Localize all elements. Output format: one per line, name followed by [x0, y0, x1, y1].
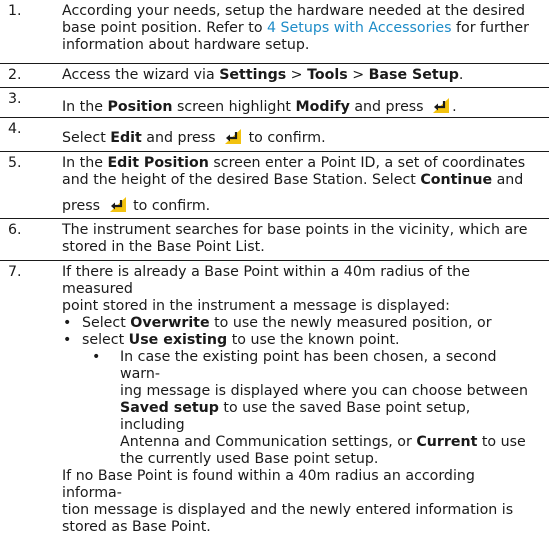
- step-text: [62, 222, 538, 256]
- step-number: 3.: [8, 91, 22, 107]
- text-line: [62, 155, 538, 172]
- text-line: ing message is displayed where you can choose between: [120, 383, 528, 399]
- text-run: Antenna and Communication settings, or: [120, 434, 417, 450]
- step-number: 7.: [8, 264, 22, 280]
- text-run: to use the saved Base point setup, including: [120, 400, 471, 433]
- option-name: Current: [416, 434, 478, 450]
- step-number: 4.: [8, 121, 22, 137]
- step-text: [62, 155, 538, 215]
- cross-reference-link[interactable]: 4 Setups with Accessories: [267, 20, 452, 36]
- text-run: to use: [477, 434, 526, 450]
- step-row-4: [0, 117, 549, 152]
- text-run: press: [62, 198, 101, 214]
- step-number: 5.: [8, 155, 22, 171]
- bullet: •: [92, 349, 101, 365]
- option-name: Continue: [420, 172, 493, 188]
- text-run: and press: [141, 130, 216, 146]
- text-line: the currently used Base point setup.: [120, 451, 379, 467]
- option-name: Modify: [295, 99, 350, 115]
- step-number: 2.: [8, 67, 22, 83]
- text-run: .: [458, 67, 464, 83]
- text-run: .: [452, 99, 457, 115]
- step-row-2: [0, 63, 549, 88]
- step-text: [62, 96, 538, 116]
- text-run: screen highlight: [172, 99, 296, 115]
- text-run: select: [82, 332, 129, 348]
- text-run: Select: [62, 130, 111, 146]
- text-line: tion message is displayed and the newly entered information is: [62, 502, 514, 518]
- text-run: >: [347, 67, 369, 83]
- text-run: Select: [82, 315, 131, 331]
- text-line: If there is already a Base Point within a 40m radius of the measured: [62, 264, 471, 297]
- option-name: Saved setup: [120, 400, 219, 416]
- sub-list-item: [62, 349, 538, 468]
- text-line: The instrument searches for base points in the vicinity, which are: [62, 222, 528, 238]
- text-run: Access the wizard via: [62, 67, 220, 83]
- bullet: •: [63, 332, 72, 348]
- list-item: [62, 332, 538, 349]
- step-row-5: [0, 151, 549, 219]
- text-run: for further: [451, 20, 529, 36]
- text-run: and press: [349, 99, 424, 115]
- text-line: [62, 172, 538, 189]
- step-number: 1.: [8, 3, 22, 19]
- text-run: >: [286, 67, 308, 83]
- option-name: Edit: [110, 130, 142, 146]
- text-run: to use the newly measured position, or: [209, 315, 492, 331]
- text-line: [120, 434, 538, 451]
- option-name: Overwrite: [130, 315, 210, 331]
- text-run: to confirm.: [248, 130, 326, 146]
- text-line: stored in the Base Point List.: [62, 239, 265, 255]
- text-line: In case the existing point has been chosen, a second warn-: [120, 349, 497, 382]
- step-row-1: [0, 0, 549, 63]
- option-name: Use existing: [128, 332, 228, 348]
- text-line: [120, 400, 538, 434]
- enter-key-icon: [222, 127, 242, 145]
- menu-tools-label: Tools: [307, 67, 348, 83]
- enter-key-icon: [430, 96, 450, 114]
- enter-key-icon: [107, 195, 127, 213]
- text-line: [62, 195, 538, 215]
- bullet: •: [63, 315, 72, 331]
- text-line: [62, 20, 538, 37]
- text-run: screen enter a Point ID, a set of coordinates: [208, 155, 526, 171]
- text-line: information about hardware setup.: [62, 37, 310, 53]
- step-text: [62, 264, 538, 536]
- step-row-6: [0, 218, 549, 261]
- step-text: [62, 3, 538, 54]
- screen-name: Edit Position: [107, 155, 209, 171]
- text-line: point stored in the instrument a message is displayed:: [62, 298, 450, 314]
- text-line: According your needs, setup the hardware needed at the desired: [62, 3, 525, 19]
- text-run: and: [492, 172, 524, 188]
- step-text: [62, 127, 538, 147]
- step-number: 6.: [8, 222, 22, 238]
- text-run: to confirm.: [133, 198, 211, 214]
- text-line: If no Base Point is found within a 40m radius an according informa-: [62, 468, 475, 501]
- text-run: In the: [62, 99, 108, 115]
- text-run: to use the known point.: [227, 332, 400, 348]
- screen-name: Position: [107, 99, 173, 115]
- list-item: [62, 315, 538, 332]
- step-row-3: [0, 87, 549, 118]
- text-run: and the height of the desired Base Station. Select: [62, 172, 421, 188]
- step-text: [62, 67, 538, 84]
- menu-base-setup-label: Base Setup: [368, 67, 459, 83]
- menu-settings-label: Settings: [219, 67, 287, 83]
- step-row-7: [0, 260, 549, 535]
- text-run: base point position. Refer to: [62, 20, 268, 36]
- text-line: stored as Base Point.: [62, 519, 211, 535]
- text-run: In the: [62, 155, 108, 171]
